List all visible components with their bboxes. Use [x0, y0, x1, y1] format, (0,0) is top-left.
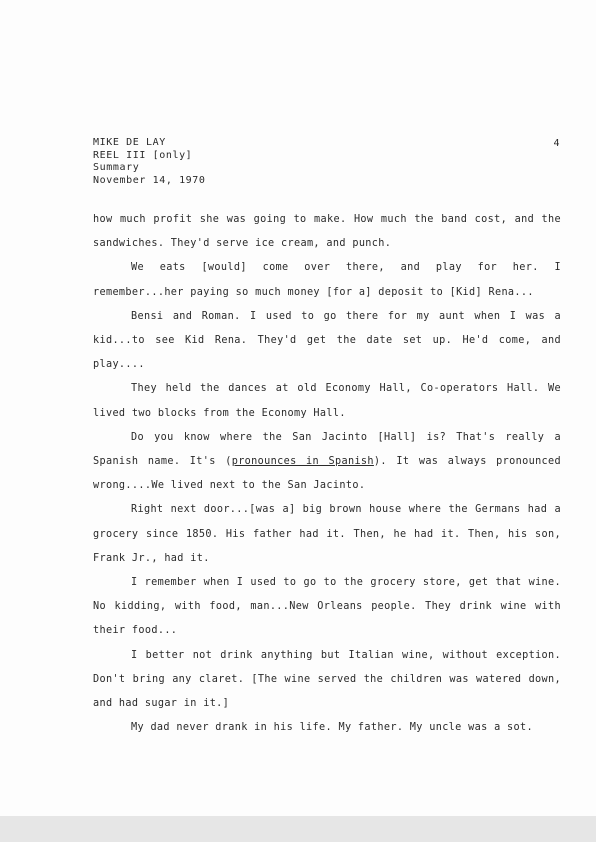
- paragraph-6: Right next door...[was a] big brown house where the Germans had a grocery since 1850. His father had it. Then, he had it. Then, his son, Frank Jr., had it.: [93, 504, 561, 564]
- paragraph-8: I better not drink anything but Italian wine, without exception. Don't bring any claret. [The wine served the children was watered down, and had sugar in it.]: [93, 649, 561, 710]
- paragraph-9: My dad never drank in his life. My father. My uncle was a sot.: [131, 722, 533, 734]
- paragraph-5-underlined: pronounces in Spanish: [231, 456, 374, 468]
- paragraph-4: They held the dances at old Economy Hall, Co-operators Hall. We lived two blocks from the Economy Hall.: [93, 383, 561, 419]
- header-interviewee: MIKE DE LAY: [93, 137, 166, 148]
- paragraph-5-pre: Do you know where the San Jacinto [Hall] is? That's really a Spanish name. It's (: [93, 431, 561, 468]
- paragraph-5-post: ). It was always pronounced wrong....We lived next to the San Jacinto.: [93, 456, 562, 492]
- paragraph-1: how much profit she was going to make. How much the band cost, and the sandwiches. They'd serve ice cream, and punch.: [93, 214, 561, 250]
- scan-bottom-edge: [0, 816, 596, 842]
- header-reel: REEL III [only]: [93, 149, 193, 161]
- header-date: November 14, 1970: [93, 174, 206, 186]
- page-number: 4: [553, 138, 560, 149]
- document-header: [93, 137, 206, 187]
- paragraph-7: I remember when I used to go to the grocery store, get that wine. No kidding, with food, man...New Orleans people. They drink wine with their food...: [93, 577, 561, 637]
- paragraph-2: We eats [would] come over there, and play for her. I remember...her paying so much money [for a] deposit to [Kid] Rena...: [93, 262, 561, 298]
- transcript-body: [93, 208, 561, 740]
- header-summary: Summary: [93, 162, 140, 173]
- paragraph-5: [93, 426, 561, 499]
- paragraph-3: Bensi and Roman. I used to go there for my aunt when I was a kid...to see Kid Rena. They'd get the date set up. He'd come, and play....: [93, 310, 561, 371]
